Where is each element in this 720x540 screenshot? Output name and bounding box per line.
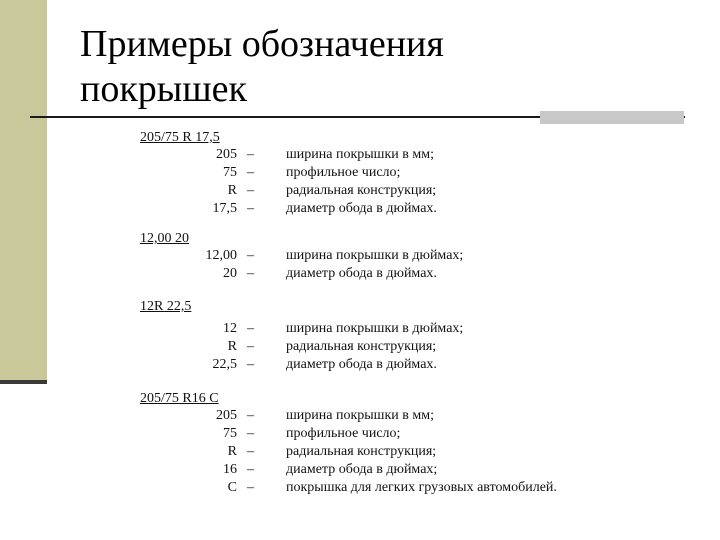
designation-description: ширина покрышки в мм; bbox=[286, 147, 434, 162]
designation-key: 12 bbox=[223, 321, 237, 336]
designation-row bbox=[0, 443, 720, 461]
designation-description: диаметр обода в дюймах; bbox=[286, 462, 438, 477]
designation-key: R bbox=[227, 444, 237, 459]
designation-key: 22,5 bbox=[212, 357, 237, 372]
designation-row bbox=[0, 479, 720, 497]
title-line-2: покрышек bbox=[80, 68, 247, 110]
designation-description: радиальная конструкция; bbox=[286, 444, 437, 459]
designation-description: радиальная конструкция; bbox=[286, 339, 437, 354]
designation-dash: – bbox=[247, 462, 254, 477]
designation-key: 205 bbox=[216, 147, 237, 162]
designation-dash: – bbox=[247, 357, 254, 372]
designation-key: R bbox=[227, 183, 237, 198]
designation-key: 75 bbox=[223, 165, 237, 180]
designation-dash: – bbox=[247, 339, 254, 354]
designation-dash: – bbox=[247, 147, 254, 162]
designation-key: R bbox=[227, 339, 237, 354]
designation-dash: – bbox=[247, 248, 254, 263]
designation-description: ширина покрышки в мм; bbox=[286, 408, 434, 423]
designation-row bbox=[0, 247, 720, 265]
designation-header: 12R 22,5 bbox=[140, 299, 192, 314]
designation-dash: – bbox=[247, 444, 254, 459]
designation-description: диаметр обода в дюймах. bbox=[286, 357, 437, 372]
designation-row bbox=[0, 200, 720, 218]
designation-header: 205/75 R 17,5 bbox=[140, 130, 220, 145]
designation-dash: – bbox=[247, 183, 254, 198]
designation-description: радиальная конструкция; bbox=[286, 183, 437, 198]
designation-row bbox=[0, 425, 720, 443]
designation-key: 75 bbox=[223, 426, 237, 441]
designation-description: диаметр обода в дюймах. bbox=[286, 266, 437, 281]
designation-row bbox=[0, 146, 720, 164]
designation-description: профильное число; bbox=[286, 165, 401, 180]
designation-dash: – bbox=[247, 201, 254, 216]
designation-dash: – bbox=[247, 266, 254, 281]
designation-key: 205 bbox=[216, 408, 237, 423]
designation-dash: – bbox=[247, 480, 254, 495]
title-line-1: Примеры обозначения bbox=[80, 23, 444, 65]
designation-description: профильное число; bbox=[286, 426, 401, 441]
designation-dash: – bbox=[247, 165, 254, 180]
designation-row bbox=[0, 265, 720, 283]
designation-dash: – bbox=[247, 426, 254, 441]
designation-description: ширина покрышки в дюймах; bbox=[286, 321, 464, 336]
designation-header: 205/75 R16 C bbox=[140, 391, 219, 406]
designation-row bbox=[0, 356, 720, 374]
designation-key: C bbox=[227, 480, 237, 495]
designation-row bbox=[0, 164, 720, 182]
designation-row bbox=[0, 461, 720, 479]
designation-key: 17,5 bbox=[212, 201, 237, 216]
designation-row bbox=[0, 182, 720, 200]
designation-description: покрышка для легких грузовых автомобилей. bbox=[286, 480, 557, 495]
designation-key: 16 bbox=[223, 462, 237, 477]
designation-description: диаметр обода в дюймах. bbox=[286, 201, 437, 216]
designation-row bbox=[0, 407, 720, 425]
designation-dash: – bbox=[247, 321, 254, 336]
designation-description: ширина покрышки в дюймах; bbox=[286, 248, 464, 263]
designation-row bbox=[0, 320, 720, 338]
designation-key: 12,00 bbox=[205, 248, 237, 263]
designation-key: 20 bbox=[223, 266, 237, 281]
designation-header: 12,00 20 bbox=[140, 231, 189, 246]
designation-dash: – bbox=[247, 408, 254, 423]
designation-row bbox=[0, 338, 720, 356]
